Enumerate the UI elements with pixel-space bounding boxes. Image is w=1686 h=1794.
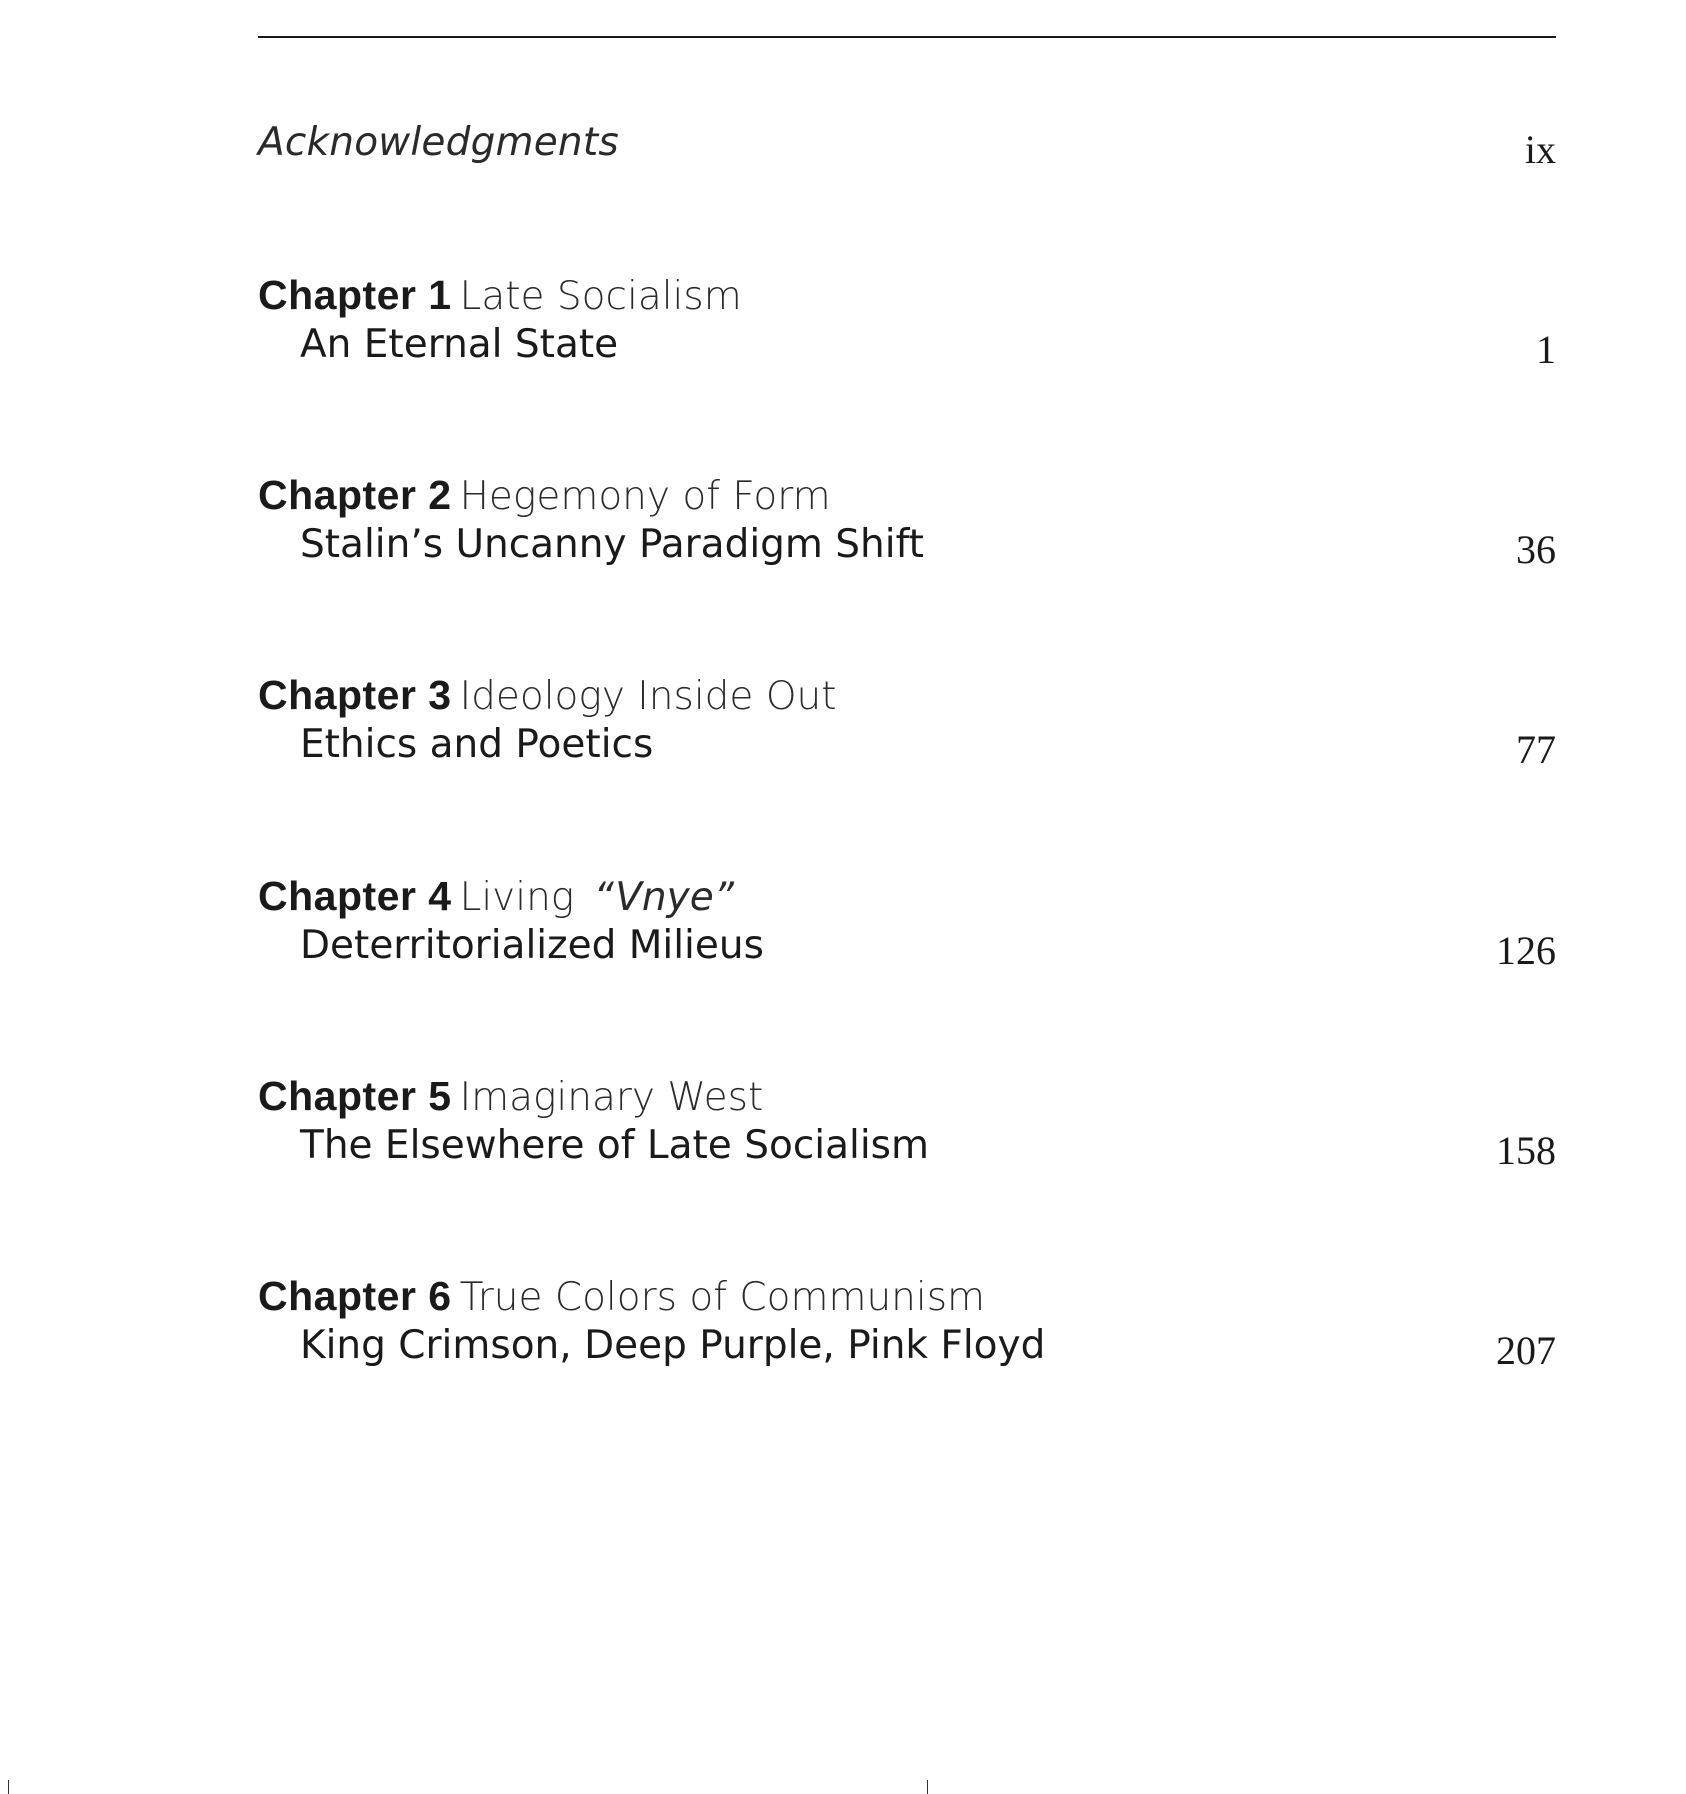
toc-entry-chapter-4[interactable] — [258, 873, 1556, 983]
chapter-page-number: 1 — [1536, 327, 1556, 372]
acknowledgments-title: Acknowledgments — [258, 120, 619, 165]
chapter-title-italic: “Vnye” — [593, 875, 734, 920]
chapter-title: True Colors of Communism — [459, 1275, 986, 1320]
chapter-heading — [258, 873, 734, 920]
chapter-title: Ideology Inside Out — [459, 674, 837, 719]
chapter-title: Late Socialism — [459, 274, 742, 319]
chapter-page-number: 158 — [1496, 1128, 1556, 1173]
chapter-subtitle: Stalin’s Uncanny Paradigm Shift — [300, 522, 924, 567]
chapter-title: Imaginary West — [459, 1075, 764, 1120]
chapter-label: Chapter 3 — [258, 672, 452, 718]
chapter-label: Chapter 6 — [258, 1273, 452, 1319]
chapter-label: Chapter 1 — [258, 272, 452, 318]
chapter-title: Living — [459, 875, 575, 920]
toc-entry-chapter-1[interactable] — [258, 272, 1556, 382]
chapter-page-number: 77 — [1516, 727, 1556, 772]
toc-entry-chapter-6[interactable] — [258, 1273, 1556, 1383]
chapter-subtitle: Deterritorialized Milieus — [300, 923, 764, 968]
toc-entry-chapter-2[interactable] — [258, 472, 1556, 582]
chapter-subtitle: King Crimson, Deep Purple, Pink Floyd — [300, 1323, 1046, 1368]
chapter-heading — [258, 272, 742, 319]
chapter-heading — [258, 672, 837, 719]
crop-mark-center — [927, 1780, 928, 1794]
chapter-label: Chapter 2 — [258, 472, 452, 518]
chapter-subtitle: An Eternal State — [300, 322, 619, 367]
toc-entry-chapter-3[interactable] — [258, 672, 1556, 782]
chapter-label: Chapter 5 — [258, 1073, 452, 1119]
chapter-subtitle: Ethics and Poetics — [300, 722, 654, 767]
chapter-heading — [258, 1273, 985, 1320]
top-rule — [258, 36, 1556, 38]
chapter-title: Hegemony of Form — [459, 474, 831, 519]
toc-entry-chapter-5[interactable] — [258, 1073, 1556, 1183]
chapter-page-number: 36 — [1516, 527, 1556, 572]
toc-entry-acknowledgments[interactable] — [258, 120, 1556, 180]
chapter-page-number: 207 — [1496, 1328, 1556, 1373]
chapter-label: Chapter 4 — [258, 873, 452, 919]
chapter-subtitle: The Elsewhere of Late Socialism — [300, 1123, 929, 1168]
chapter-heading — [258, 472, 831, 519]
chapter-heading — [258, 1073, 763, 1120]
acknowledgments-page-number: ix — [1524, 127, 1556, 172]
chapter-page-number: 126 — [1496, 928, 1556, 973]
crop-mark-left — [8, 1780, 9, 1794]
